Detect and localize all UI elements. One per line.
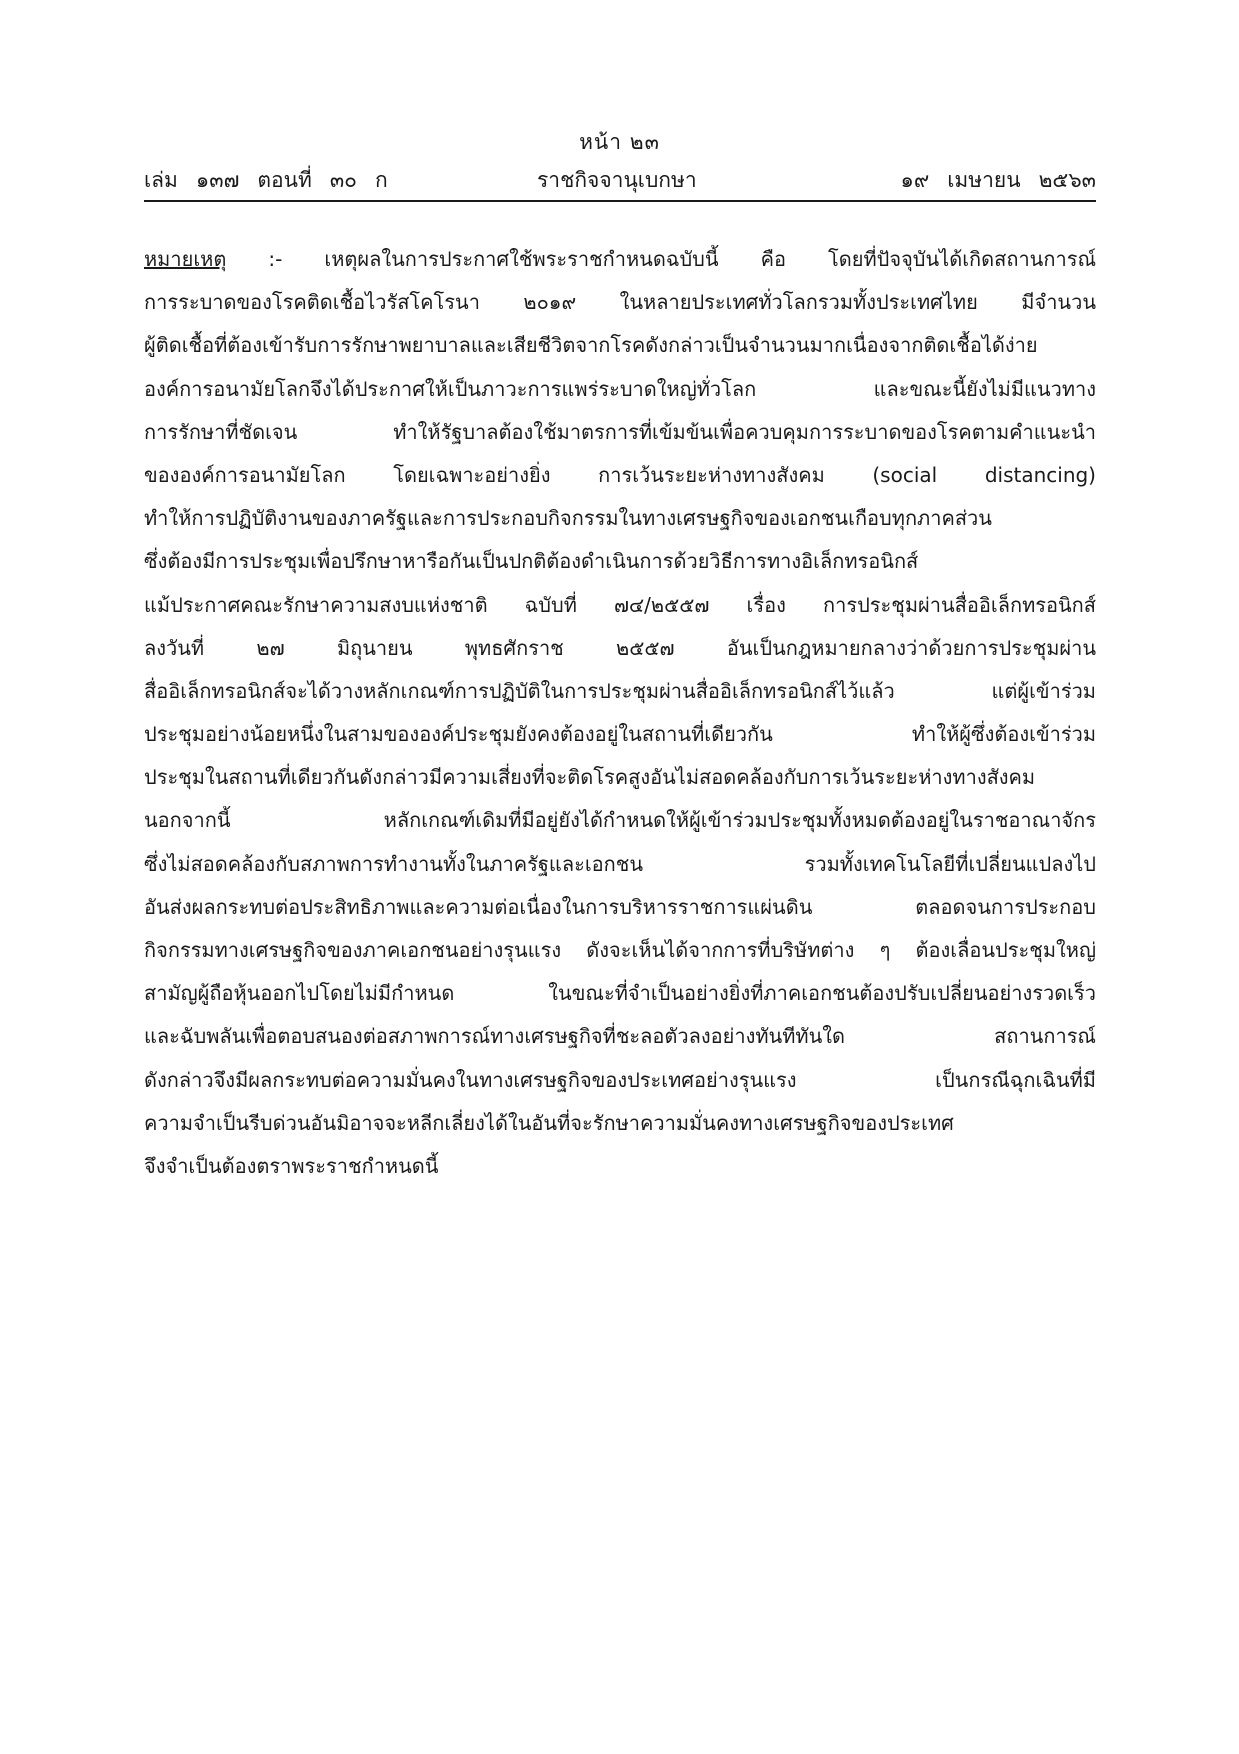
- note-line: องค์การอนามัยโลกจึงได้ประกาศให้เป็นภาวะการแพร่ระบาดใหญ่ทั่วโลก และขณะนี้ยังไม่มีแนวทาง: [144, 376, 1096, 401]
- note-line: การระบาดของโรคติดเชื้อไวรัสโคโรนา ๒๐๑๙ ในหลายประเทศทั่วโลกรวมทั้งประเทศไทย มีจำนวน: [144, 290, 1096, 315]
- note-line: ประชุมอย่างน้อยหนึ่งในสามขององค์ประชุมยังคงต้องอยู่ในสถานที่เดียวกัน ทำให้ผู้ซึ่งต้องเข้าร่วม: [144, 722, 1096, 747]
- note-line: สื่ออิเล็กทรอนิกส์จะได้วางหลักเกณฑ์การปฏิบัติในการประชุมผ่านสื่ออิเล็กทรอนิกส์ไว้แล้ว แต่ผู้เข้าร่วม: [144, 678, 1096, 703]
- note-line: ประชุมในสถานที่เดียวกันดังกล่าวมีความเสี่ยงที่จะติดโรคสูงอันไม่สอดคล้องกับการเว้นระยะห่างทางสังคม: [144, 765, 1036, 790]
- note-line: จึงจำเป็นต้องตราพระราชกำหนดนี้: [144, 1153, 439, 1178]
- note-line: ขององค์การอนามัยโลก โดยเฉพาะอย่างยิ่ง การเว้นระยะห่างทางสังคม (social distancing): [144, 462, 1096, 487]
- note-line: ทำให้การปฏิบัติงานของภาครัฐและการประกอบกิจกรรมในทางเศรษฐกิจของเอกชนเกือบทุกภาคส่วน: [144, 506, 992, 531]
- volume-info: [144, 166, 406, 194]
- page-number: หน้า ๒๓: [579, 130, 660, 154]
- note-line: แม้ประกาศคณะรักษาความสงบแห่งชาติ ฉบับที่ ๗๔/๒๕๕๗ เรื่อง การประชุมผ่านสื่ออิเล็กทรอนิกส์: [144, 592, 1096, 617]
- publication-date: [883, 166, 1096, 194]
- note-line: ความจำเป็นรีบด่วนอันมิอาจจะหลีกเลี่ยงได้ในอันที่จะรักษาความมั่นคงทางเศรษฐกิจของประเทศ: [144, 1110, 954, 1135]
- note-line: ดังกล่าวจึงมีผลกระทบต่อความมั่นคงในทางเศรษฐกิจของประเทศอย่างรุนแรง เป็นกรณีฉุกเฉินที่มี: [144, 1067, 1096, 1092]
- note-line: และฉับพลันเพื่อตอบสนองต่อสภาพการณ์ทางเศรษฐกิจที่ชะลอตัวลงอย่างทันทีทันใด สถานการณ์: [144, 1024, 1096, 1049]
- section-label: ตอนที่: [257, 168, 312, 192]
- volume-number: ๑๓๗: [195, 168, 240, 192]
- gazette-header: [144, 166, 1096, 196]
- date-month: เมษายน: [947, 168, 1021, 192]
- note-line: ซึ่งไม่สอดคล้องกับสภาพการทำงานทั้งในภาครัฐและเอกชน รวมทั้งเทคโนโลยีที่เปลี่ยนแปลงไป: [144, 851, 1096, 876]
- note-line: ผู้ติดเชื้อที่ต้องเข้ารับการรักษาพยาบาลและเสียชีวิตจากโรคดังกล่าวเป็นจำนวนมากเนื่องจากติดเชื้อได้ง่าย: [144, 333, 1038, 358]
- note-line: [144, 238, 1096, 281]
- publication-title: ราชกิจจานุเบกษา: [537, 168, 697, 192]
- note-line: สามัญผู้ถือหุ้นออกไปโดยไม่มีกำหนด ในขณะที่จำเป็นอย่างยิ่งที่ภาคเอกชนต้องปรับเปลี่ยนอย่างรวดเร็ว: [144, 981, 1096, 1006]
- note-first-line-text: :- เหตุผลในการประกาศใช้พระราชกำหนดฉบับนี้ คือ โดยที่ปัจจุบันได้เกิดสถานการณ์: [226, 247, 1096, 271]
- date-year: ๒๕๖๓: [1038, 168, 1096, 192]
- note-line: กิจกรรมทางเศรษฐกิจของภาคเอกชนอย่างรุนแรง ดังจะเห็นได้จากการที่บริษัทต่าง ๆ ต้องเลื่อนประชุมใหญ่: [144, 938, 1096, 962]
- section-type: ก: [375, 168, 388, 192]
- note-paragraph: [144, 238, 1096, 1188]
- note-line: อันส่งผลกระทบต่อประสิทธิภาพและความต่อเนื่องในการบริหารราชการแผ่นดิน ตลอดจนการประกอบ: [144, 894, 1096, 919]
- header-divider: [144, 200, 1096, 202]
- note-line: ลงวันที่ ๒๗ มิถุนายน พุทธศักราช ๒๕๕๗ อันเป็นกฎหมายกลางว่าด้วยการประชุมผ่าน: [144, 635, 1096, 660]
- note-label: หมายเหตุ: [144, 247, 227, 271]
- section-number: ๓๐: [329, 168, 358, 192]
- note-line: ซึ่งต้องมีการประชุมเพื่อปรึกษาหารือกันเป็นปกติต้องดำเนินการด้วยวิธีการทางอิเล็กทรอนิกส์: [144, 549, 919, 574]
- volume-label: เล่ม: [144, 168, 178, 192]
- note-line: การรักษาที่ชัดเจน ทำให้รัฐบาลต้องใช้มาตรการที่เข้มข้นเพื่อควบคุมการระบาดของโรคตามคำแนะนำ: [144, 419, 1096, 444]
- note-line: นอกจากนี้ หลักเกณฑ์เดิมที่มีอยู่ยังได้กำหนดให้ผู้เข้าร่วมประชุมทั้งหมดต้องอยู่ในราชอาณาจักร: [144, 808, 1096, 833]
- date-day: ๑๙: [900, 168, 930, 192]
